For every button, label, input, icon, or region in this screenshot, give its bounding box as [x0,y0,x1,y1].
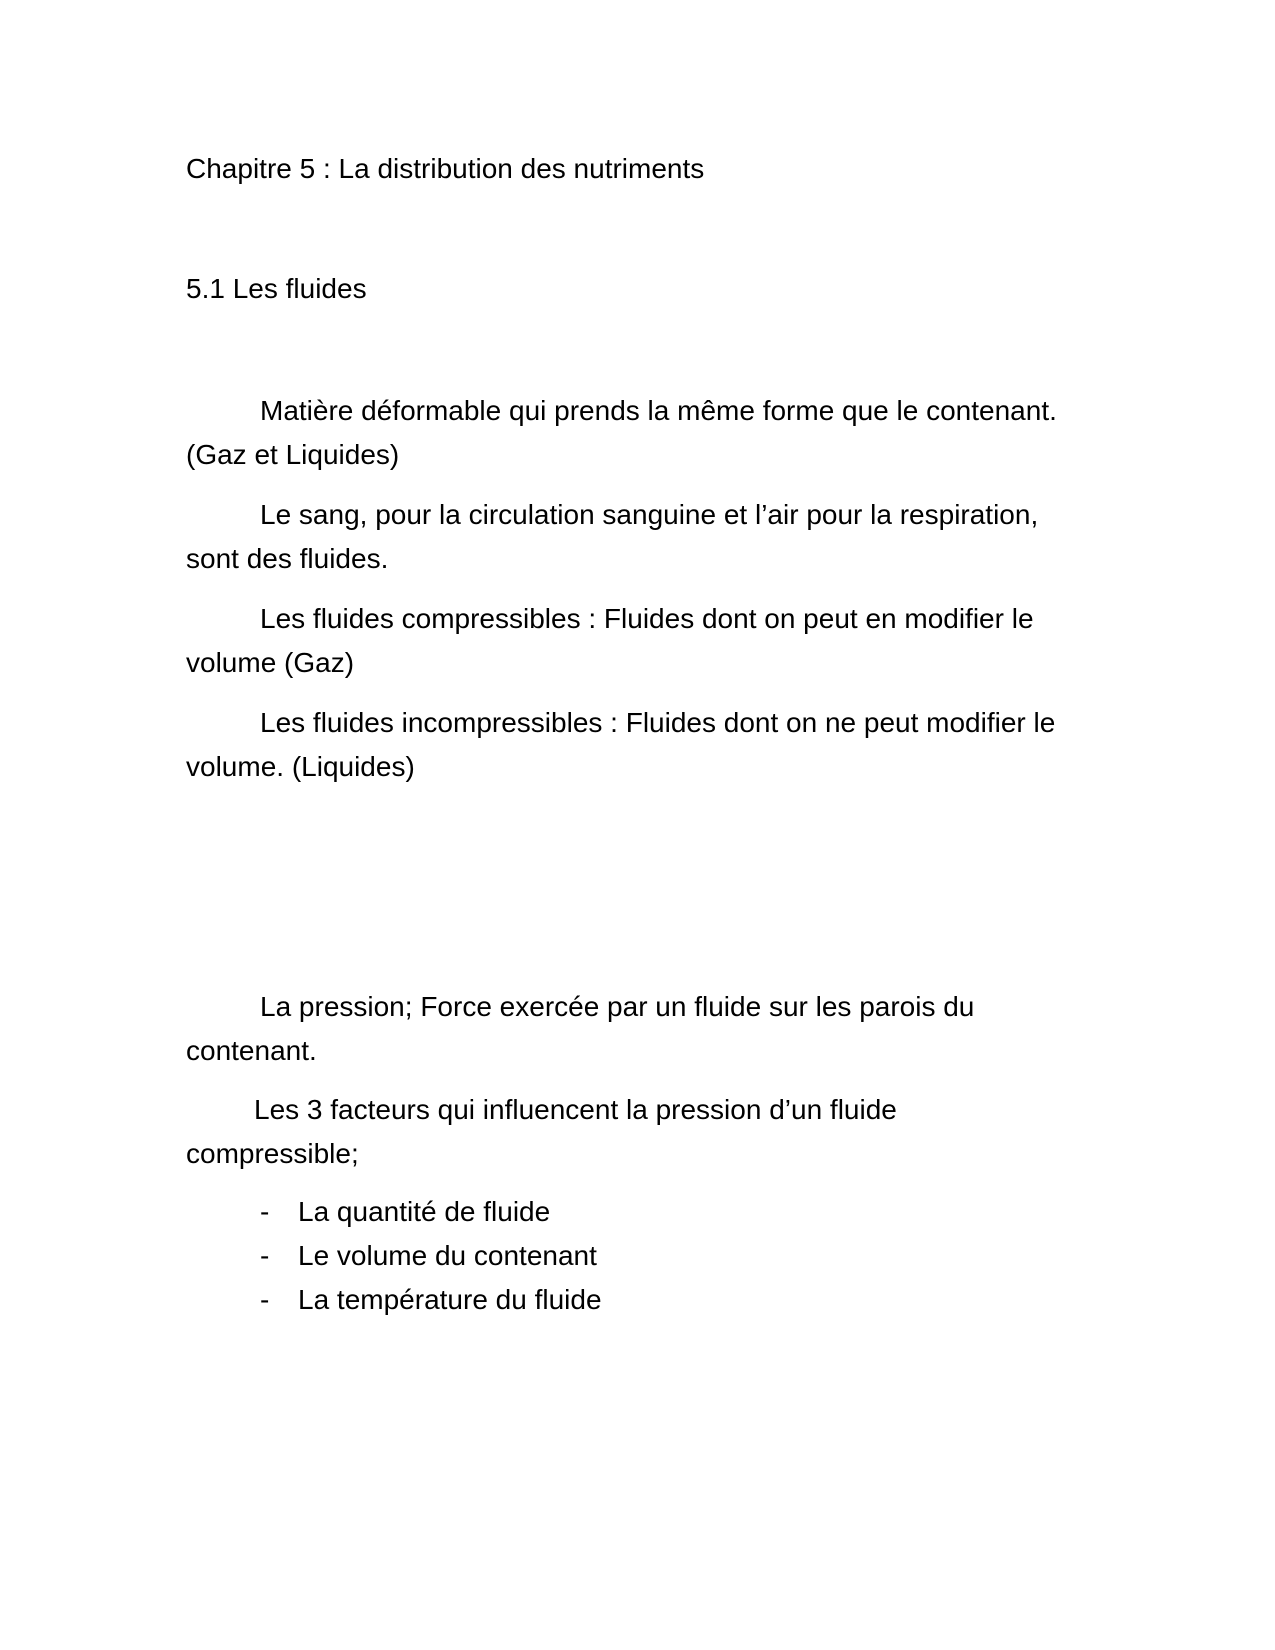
paragraph-text: La pression; Force exercée par un fluide sur les parois du contenant. [186,991,975,1066]
paragraph-definition [186,389,1076,477]
paragraph-pressure [186,985,1076,1073]
paragraph-text: Matière déformable qui prends la même forme que le contenant. (Gaz et Liquides) [186,395,1057,470]
list-item-text: Le volume du contenant [298,1240,597,1271]
factors-list [260,1190,602,1322]
list-dash: - [260,1284,270,1315]
list-dash: - [260,1196,270,1227]
paragraph-text: Le sang, pour la circulation sanguine et l’air pour la respiration, sont des fluides. [186,499,1039,574]
paragraph-examples [186,493,1076,581]
list-item [260,1234,602,1278]
chapter-title: Chapitre 5 : La distribution des nutriments [186,153,705,184]
list-item [260,1278,602,1322]
list-item-text: La température du fluide [298,1284,602,1315]
paragraph-text: Les 3 facteurs qui influencent la pression d’un fluide compressible; [186,1094,897,1169]
paragraph-incompressible [186,701,1076,789]
paragraph-text: Les fluides incompressibles : Fluides dont on ne peut modifier le volume. (Liquides) [186,707,1056,782]
paragraph-factors-intro [186,1088,1076,1176]
list-dash: - [260,1240,270,1271]
list-item [260,1190,602,1234]
section-title: 5.1 Les fluides [186,273,367,304]
list-item-text: La quantité de fluide [298,1196,551,1227]
paragraph-text: Les fluides compressibles : Fluides dont on peut en modifier le volume (Gaz) [186,603,1034,678]
paragraph-compressible [186,597,1076,685]
